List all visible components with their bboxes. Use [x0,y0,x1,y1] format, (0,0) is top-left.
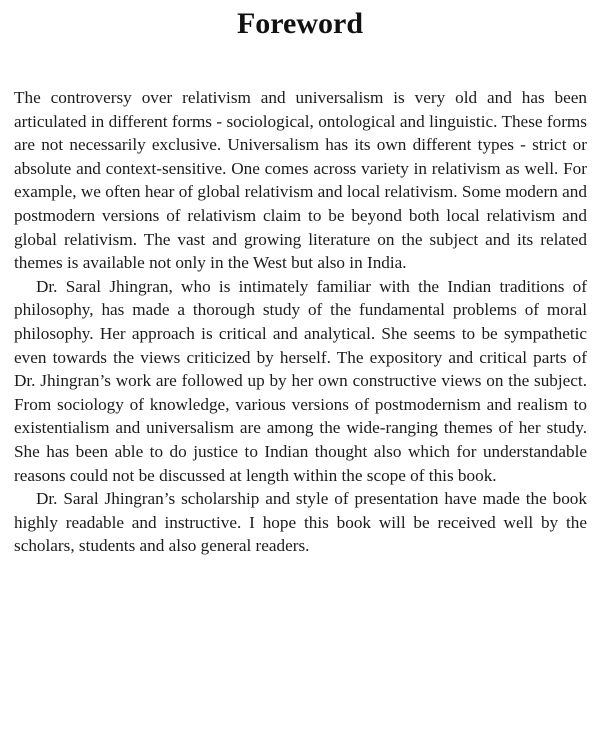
paragraph-3: Dr. Saral Jhingran’s scholarship and style of presentation have made the book highly readable and instructive. I hope this book will be received well by the scholars, students and also general readers. [14,489,587,556]
foreword-body [14,86,587,558]
paragraph-2: Dr. Saral Jhingran, who is intimately familiar with the Indian traditions of philosophy, has made a thorough study of the fundamental problems of moral philosophy. Her approach is critical and analytical. She seems to be sympathetic even towards the views criticized by herself. The expository and critical parts of Dr. Jhingran’s work are followed up by her own constructive views on the subject. From sociology of knowledge, various versions of postmodernism and realism to existentialism and universalism are among the wide-ranging themes of her study. She has been able to do justice to Indian thought also which for understandable reasons could not be discussed at length within the scope of this book. [14,276,587,485]
paragraph-1: The controversy over relativism and universalism is very old and has been articulated in different forms - sociological, ontological and linguistic. These forms are not necessarily exclusive. Universalism has its own different types - strict or absolute and context-sensitive. One comes across variety in relativism as well. For example, we often hear of global relativism and local relativism. Some modern and postmodern versions of relativism claim to be beyond both local relativism and global relativism. The vast and growing literature on the subject and its related themes is available not only in the West but also in India. [14,88,587,273]
page-title: Foreword [236,7,364,40]
